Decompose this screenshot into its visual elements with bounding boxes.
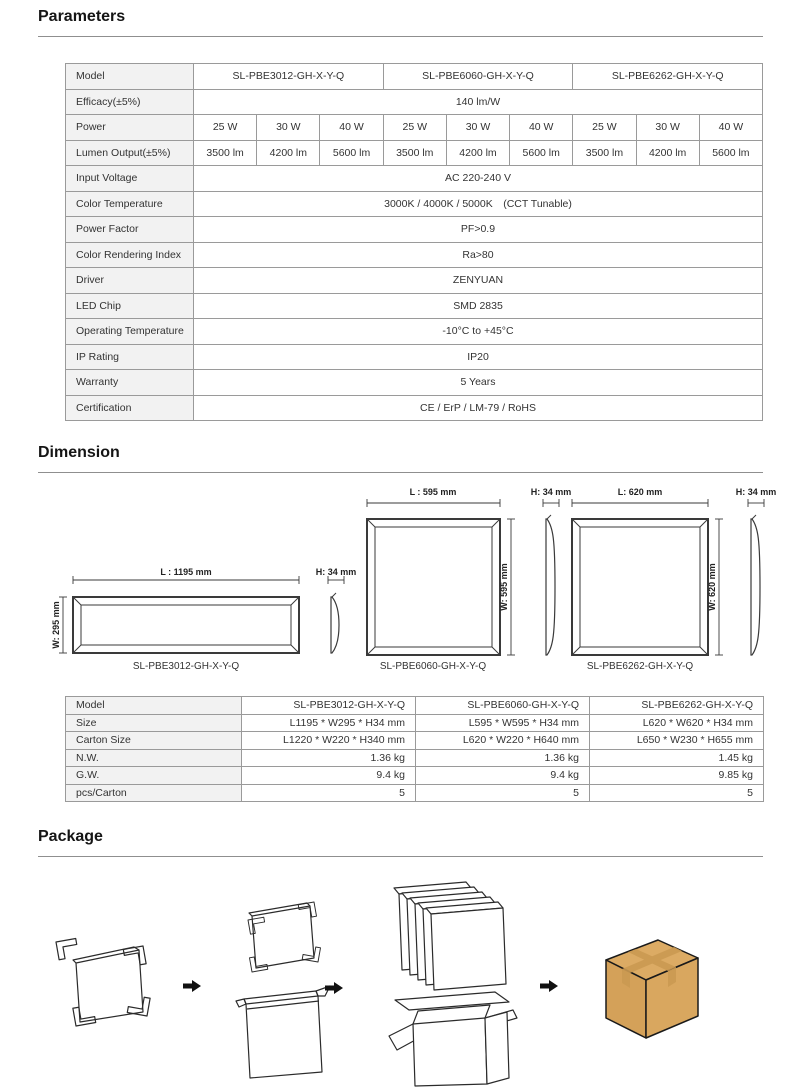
dim-label: pcs/Carton <box>66 784 242 802</box>
dimension-drawing-pbe6262 <box>563 483 801 675</box>
param-value: 3500 lm <box>573 140 636 166</box>
param-label: IP Rating <box>66 344 194 370</box>
param-value: PF>0.9 <box>194 217 763 243</box>
param-value: 40 W <box>699 115 762 141</box>
table-row <box>66 166 763 192</box>
param-model-1: SL-PBE3012-GH-X-Y-Q <box>194 64 384 90</box>
param-label: Model <box>66 64 194 90</box>
package-step4-sealed-carton-illustration <box>598 926 706 1042</box>
dim-value: SL-PBE6262-GH-X-Y-Q <box>590 697 764 715</box>
arrow-right-icon <box>325 982 343 994</box>
table-row <box>66 784 764 802</box>
param-value: 40 W <box>320 115 383 141</box>
param-value: SMD 2835 <box>194 293 763 319</box>
param-value: 5600 lm <box>699 140 762 166</box>
panel-front-view <box>367 519 500 655</box>
param-value: 40 W <box>510 115 573 141</box>
param-model-3: SL-PBE6262-GH-X-Y-Q <box>573 64 763 90</box>
param-value: 5 Years <box>194 370 763 396</box>
param-value: 3000K / 4000K / 5000K (CCT Tunable) <box>194 191 763 217</box>
param-value: AC 220-240 V <box>194 166 763 192</box>
table-row <box>66 293 763 319</box>
param-value: 140 lm/W <box>194 89 763 115</box>
table-row <box>66 140 763 166</box>
height-label: H: 34 mm <box>315 567 357 577</box>
dim-value: L620 * W620 * H34 mm <box>590 714 764 732</box>
param-label: Color Rendering Index <box>66 242 194 268</box>
dim-label: G.W. <box>66 767 242 785</box>
param-label: LED Chip <box>66 293 194 319</box>
dim-value: SL-PBE6060-GH-X-Y-Q <box>416 697 590 715</box>
dimension-drawing-pbe6060 <box>358 483 578 675</box>
dimension-divider <box>38 472 763 473</box>
panel-front-view <box>572 519 708 655</box>
arrow-right-icon <box>183 980 201 992</box>
dim-value: 1.36 kg <box>242 749 416 767</box>
dim-label: N.W. <box>66 749 242 767</box>
width-label: W: 595 mm <box>499 563 509 611</box>
param-value: CE / ErP / LM-79 / RoHS <box>194 395 763 421</box>
table-row <box>66 344 763 370</box>
table-row <box>66 217 763 243</box>
parameters-section-title: Parameters <box>38 8 126 25</box>
dim-value: 5 <box>590 784 764 802</box>
parameters-divider <box>38 36 763 37</box>
param-label: Color Temperature <box>66 191 194 217</box>
param-value: 4200 lm <box>446 140 509 166</box>
table-row <box>66 395 763 421</box>
dimension-table <box>65 696 764 802</box>
panel-side-profile <box>751 519 760 655</box>
table-row <box>66 89 763 115</box>
table-row <box>66 268 763 294</box>
package-step1-corner-protectors-illustration <box>42 926 174 1038</box>
dim-value: 9.4 kg <box>416 767 590 785</box>
dim-value: 5 <box>416 784 590 802</box>
dimension-section-title: Dimension <box>38 444 120 461</box>
dim-value: 9.85 kg <box>590 767 764 785</box>
dim-value: 1.45 kg <box>590 749 764 767</box>
param-model-2: SL-PBE6060-GH-X-Y-Q <box>383 64 573 90</box>
param-value: -10°C to +45°C <box>194 319 763 345</box>
param-value: 25 W <box>383 115 446 141</box>
param-value: Ra>80 <box>194 242 763 268</box>
arrow-right-icon <box>540 980 558 992</box>
param-label: Efficacy(±5%) <box>66 89 194 115</box>
table-row <box>66 732 764 750</box>
param-value: 3500 lm <box>194 140 257 166</box>
param-value: IP20 <box>194 344 763 370</box>
table-row <box>66 767 764 785</box>
param-label: Operating Temperature <box>66 319 194 345</box>
param-label: Input Voltage <box>66 166 194 192</box>
table-row <box>66 319 763 345</box>
param-value: 3500 lm <box>383 140 446 166</box>
table-row <box>66 749 764 767</box>
dim-value: 1.36 kg <box>416 749 590 767</box>
dim-value: L595 * W595 * H34 mm <box>416 714 590 732</box>
dim-value: 5 <box>242 784 416 802</box>
param-value: 30 W <box>257 115 320 141</box>
param-value: 30 W <box>636 115 699 141</box>
table-row <box>66 115 763 141</box>
drawing-caption: SL-PBE6262-GH-X-Y-Q <box>586 661 694 672</box>
length-label: L : 1195 mm <box>160 567 212 577</box>
param-label: Certification <box>66 395 194 421</box>
table-row <box>66 714 764 732</box>
dim-value: L1220 * W220 * H340 mm <box>242 732 416 750</box>
width-label: W: 620 mm <box>707 563 717 611</box>
panel-side-profile <box>331 597 339 653</box>
package-section-title: Package <box>38 828 103 845</box>
param-value: 25 W <box>194 115 257 141</box>
dim-value: L1195 * W295 * H34 mm <box>242 714 416 732</box>
table-row <box>66 242 763 268</box>
param-label: Lumen Output(±5%) <box>66 140 194 166</box>
dim-value: SL-PBE3012-GH-X-Y-Q <box>242 697 416 715</box>
param-label: Power Factor <box>66 217 194 243</box>
drawing-caption: SL-PBE3012-GH-X-Y-Q <box>132 661 240 672</box>
panel-side-profile <box>546 519 555 655</box>
length-label: L : 595 mm <box>409 487 457 497</box>
drawing-caption: SL-PBE6060-GH-X-Y-Q <box>379 661 487 672</box>
table-row <box>66 64 763 90</box>
param-value: ZENYUAN <box>194 268 763 294</box>
dimension-drawing-pbe3012 <box>40 563 370 663</box>
width-label: W: 295 mm <box>51 601 61 649</box>
dim-value: L650 * W230 * H655 mm <box>590 732 764 750</box>
param-label: Driver <box>66 268 194 294</box>
dim-label: Carton Size <box>66 732 242 750</box>
height-label: H: 34 mm <box>530 487 572 497</box>
table-row <box>66 370 763 396</box>
param-label: Warranty <box>66 370 194 396</box>
param-value: 5600 lm <box>510 140 573 166</box>
table-row <box>66 191 763 217</box>
parameters-table <box>65 63 763 421</box>
length-label: L: 620 mm <box>617 487 663 497</box>
param-value: 4200 lm <box>257 140 320 166</box>
dim-label: Model <box>66 697 242 715</box>
dim-value: L620 * W220 * H640 mm <box>416 732 590 750</box>
param-value: 5600 lm <box>320 140 383 166</box>
height-label: H: 34 mm <box>735 487 777 497</box>
param-value: 30 W <box>446 115 509 141</box>
dim-label: Size <box>66 714 242 732</box>
table-row <box>66 697 764 715</box>
param-label: Power <box>66 115 194 141</box>
package-divider <box>38 856 763 857</box>
dim-value: 9.4 kg <box>242 767 416 785</box>
param-value: 25 W <box>573 115 636 141</box>
package-step3-panels-into-carton-illustration <box>383 872 529 1088</box>
param-value: 4200 lm <box>636 140 699 166</box>
